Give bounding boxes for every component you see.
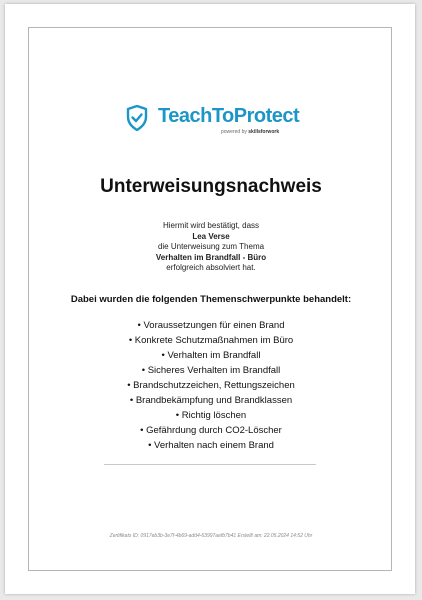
topic-item: • Brandschutzzeichen, Rettungszeichen: [0, 378, 422, 393]
confirmation-line-1: Hiermit wird bestätigt, dass: [162, 221, 260, 230]
training-topic: Verhalten im Brandfall - Büro: [155, 252, 267, 262]
topic-item: • Verhalten im Brandfall: [0, 348, 422, 363]
page-title: Unterweisungsnachweis: [100, 176, 322, 197]
logo-wordmark: TeachToProtect: [158, 105, 300, 127]
logo-tagline: powered by skillsforwork: [221, 129, 280, 135]
topic-item: • Konkrete Schutzmaßnahmen im Büro: [0, 333, 422, 348]
teachtoprotect-logo: [126, 101, 300, 139]
topic-item: • Gefährdung durch CO2-Löscher: [0, 423, 422, 438]
topic-item: • Brandbekämpfung und Brandklassen: [0, 393, 422, 408]
topic-item: • Voraussetzungen für einen Brand: [0, 318, 422, 333]
confirmation-line-2: die Unterweisung zum Thema: [157, 242, 265, 251]
participant-name: Lea Verse: [192, 231, 230, 241]
confirmation-text: [0, 221, 422, 274]
topics-heading: Dabei wurden die folgenden Themenschwerpunkte behandelt:: [70, 294, 352, 305]
certificate-footer: Zertifikats ID: 0917eb3b-3e7f-4b69-add4-63997aefb7b41 Erstellt am: 22.05.2024 14:52 Uhr: [109, 533, 313, 539]
topics-list: [0, 318, 422, 453]
shield-check-icon: [126, 105, 148, 131]
divider: [104, 464, 316, 465]
confirmation-line-3: erfolgreich absolviert hat.: [166, 263, 256, 272]
topic-item: • Sicheres Verhalten im Brandfall: [0, 363, 422, 378]
topic-item: • Richtig löschen: [0, 408, 422, 423]
topic-item: • Verhalten nach einem Brand: [0, 438, 422, 453]
